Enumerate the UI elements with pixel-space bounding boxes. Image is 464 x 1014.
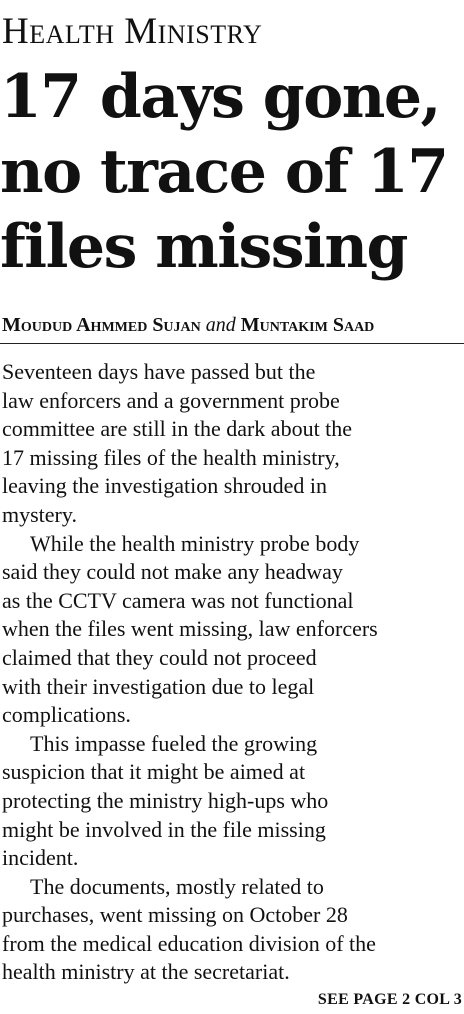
body-line: mystery.	[2, 501, 77, 527]
body-line: complications.	[2, 702, 131, 728]
byline	[2, 313, 374, 337]
body-line: law enforcers and a government probe	[2, 387, 340, 413]
article-body	[2, 358, 464, 987]
body-line: incident.	[2, 845, 79, 871]
byline-author-1: Moudud Ahmmed Sujan	[2, 314, 201, 336]
byline-divider	[0, 343, 464, 344]
body-line: suspicion that it might be aimed at	[2, 759, 306, 785]
body-line: said they could not make any headway	[2, 559, 343, 585]
body-line: with their investigation due to legal	[2, 673, 315, 699]
section-kicker: Health Ministry	[2, 11, 263, 52]
headline: 17 days gone, no trace of 17 files missing	[0, 62, 448, 282]
body-line: when the files went missing, law enforcers	[2, 616, 378, 642]
body-line: health ministry at the secretariat.	[2, 959, 290, 985]
byline-author-2: Muntakim Saad	[240, 314, 375, 336]
body-line: This impasse fueled the growing	[30, 730, 318, 756]
body-line: purchases, went missing on October 28	[2, 902, 348, 928]
body-line: leaving the investigation shrouded in	[2, 473, 328, 499]
body-line: 17 missing files of the health ministry,	[2, 444, 340, 470]
body-line: might be involved in the file missing	[2, 816, 326, 842]
body-line: The documents, mostly related to	[30, 873, 324, 899]
byline-conjunction: and	[205, 314, 236, 336]
body-line: Seventeen days have passed but the	[2, 359, 316, 384]
body-line: from the medical education division of the	[2, 930, 376, 956]
body-line: protecting the ministry high-ups who	[2, 787, 329, 813]
body-line: as the CCTV camera was not functional	[2, 587, 354, 613]
body-line: While the health ministry probe body	[30, 530, 360, 556]
body-line: claimed that they could not proceed	[2, 644, 317, 670]
body-line: committee are still in the dark about the	[2, 416, 353, 442]
continued-on-page-reference: SEE PAGE 2 COL 3	[317, 991, 462, 1008]
